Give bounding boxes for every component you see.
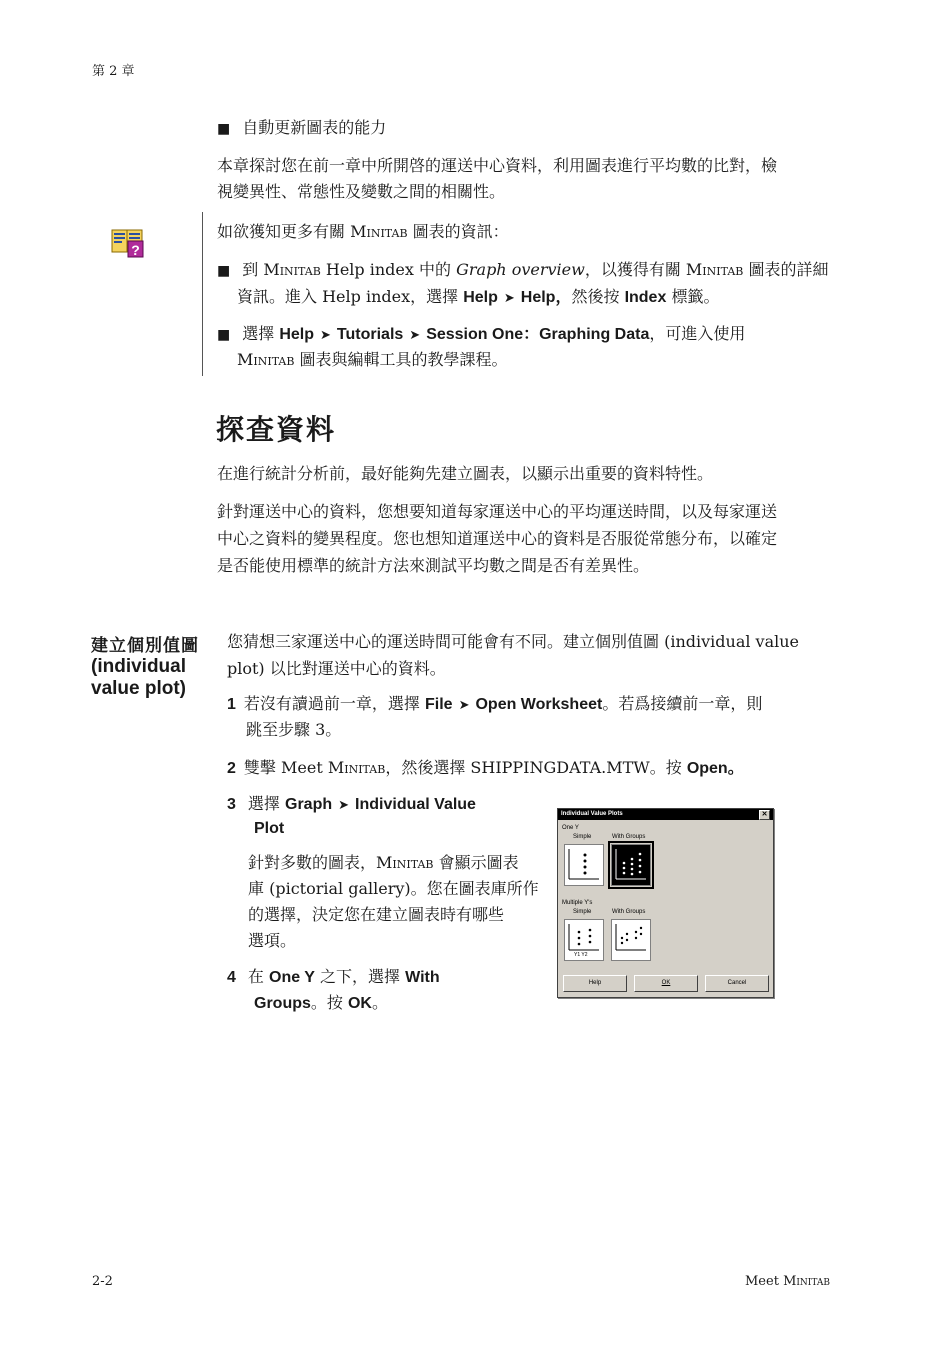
- section-p2-line2: 中心之資料的變異程度。您也想知道運送中心的資料是否服從常態分布，以確定: [217, 529, 778, 548]
- menu-arrow-icon: ➤: [458, 698, 470, 713]
- menu-arrow-icon: ➤: [409, 328, 421, 343]
- svg-text:?: ?: [131, 242, 140, 258]
- footer-title: Meet Minitab: [745, 1274, 830, 1289]
- step-4-line2: Groups。按 OK。: [254, 993, 388, 1012]
- cancel-button[interactable]: Cancel: [705, 975, 769, 992]
- intro-para-line2: 視變異性、常態性及變數之間的相關性。: [217, 182, 506, 201]
- y1y2-label: Y1 Y2: [574, 952, 588, 958]
- help-book-icon: [110, 227, 146, 261]
- one-y-with-groups-option[interactable]: [611, 844, 651, 886]
- section-p1: 在進行統計分析前，最好能夠先建立圖表，以顯示出重要的資料特性。: [217, 464, 714, 483]
- ok-button[interactable]: OK: [634, 975, 698, 992]
- step-4-line1: 4 在 One Y 之下，選擇 With: [227, 967, 440, 986]
- close-icon[interactable]: ✕: [759, 810, 770, 820]
- multiple-y-with-groups-option[interactable]: [611, 919, 651, 961]
- one-y-label: One Y: [562, 825, 579, 831]
- page-number: 2-2: [92, 1274, 113, 1289]
- simple2-label: Simple: [573, 909, 592, 915]
- section-p2-line3: 是否能使用標準的統計方法來測試平均數之間是否有差異性。: [217, 556, 650, 575]
- intro-bullet-text: 自動更新圖表的能力: [242, 118, 387, 137]
- menu-arrow-icon: ➤: [320, 328, 331, 343]
- note-bullet1-line2: 資訊。進入 Help index，選擇 Help ➤ Help，然後按 Index 標籤。: [237, 287, 720, 306]
- menu-arrow-icon: ➤: [503, 291, 515, 306]
- simple-label: Simple: [573, 834, 592, 840]
- note-divider: [202, 212, 203, 376]
- section-p2-line1: 針對運送中心的資料，您想要知道每家運送中心的平均運送時間，以及每家運送: [217, 502, 778, 521]
- step-3-line1: 3 選擇 Graph ➤ Individual Value: [227, 794, 476, 813]
- note-bullet1-line1: ■ 到 Minitab Help index 中的 Graph overview，以獲得有關 Minitab 圖表的詳細: [217, 260, 829, 279]
- step-3-para-line2: 庫 (pictorial gallery)。您在圖表庫所作: [248, 879, 539, 898]
- individual-value-plots-dialog: [557, 808, 774, 998]
- step-2: 2 雙擊 Meet Minitab，然後選擇 SHIPPINGDATA.MTW。按 Open。: [227, 758, 744, 777]
- step-3-para-line1: 針對多數的圖表，Minitab 會顯示圖表: [248, 853, 519, 872]
- sidehead-en1: (individual: [91, 656, 186, 677]
- sidehead-en2: value plot): [91, 678, 187, 699]
- one-y-simple-option[interactable]: [564, 844, 604, 886]
- multiple-y-simple-option[interactable]: [564, 919, 604, 961]
- menu-arrow-icon: ➤: [338, 798, 350, 813]
- note-bullet2-line2: Minitab 圖表與編輯工具的教學課程。: [237, 350, 508, 369]
- step-1-line2: 跳至步驟 3。: [246, 720, 342, 739]
- intro-para-line1: 本章探討您在前一章中所開啓的運送中心資料，利用圖表進行平均數的比對，檢: [217, 156, 778, 175]
- dialog-title-bar: [558, 809, 773, 820]
- note-lead: 如欲獲知更多有關 Minitab 圖表的資訊：: [217, 222, 509, 241]
- dialog-title: Individual Value Plots: [561, 811, 623, 817]
- sidehead-cn: 建立個別值圖: [91, 636, 199, 656]
- step-3-para-line3: 的選擇，決定您在建立圖表時有哪些: [248, 905, 505, 924]
- with-groups2-label: With Groups: [612, 909, 646, 915]
- note-bullet2-line1: ■ 選擇 Help ➤ Tutorials ➤ Session One：Graphing Data，可進入使用: [217, 324, 746, 343]
- intro-bullet: [217, 116, 837, 141]
- chapter-header: 第 2 章: [92, 64, 135, 79]
- with-groups-label: With Groups: [612, 834, 646, 840]
- bullet-square-icon: ■: [217, 263, 231, 279]
- ivp-intro-line1: 您猜想三家運送中心的運送時間可能會有不同。建立個別值圖 (individual value: [227, 632, 800, 651]
- step-1: 1 若沒有讀過前一章，選擇 File ➤ Open Worksheet。若爲接續前一章，則: [227, 694, 763, 713]
- ivp-intro-line2: plot) 以比對運送中心的資料。: [227, 659, 446, 678]
- multiple-y-label: Multiple Y's: [562, 900, 593, 906]
- step-3-line2: Plot: [254, 820, 285, 837]
- bullet-square-icon: ■: [217, 121, 231, 137]
- section-title: 探查資料: [216, 413, 337, 446]
- bullet-square-icon: ■: [217, 327, 231, 343]
- step-3-para-line4: 選項。: [248, 931, 297, 950]
- help-button[interactable]: Help: [563, 975, 627, 992]
